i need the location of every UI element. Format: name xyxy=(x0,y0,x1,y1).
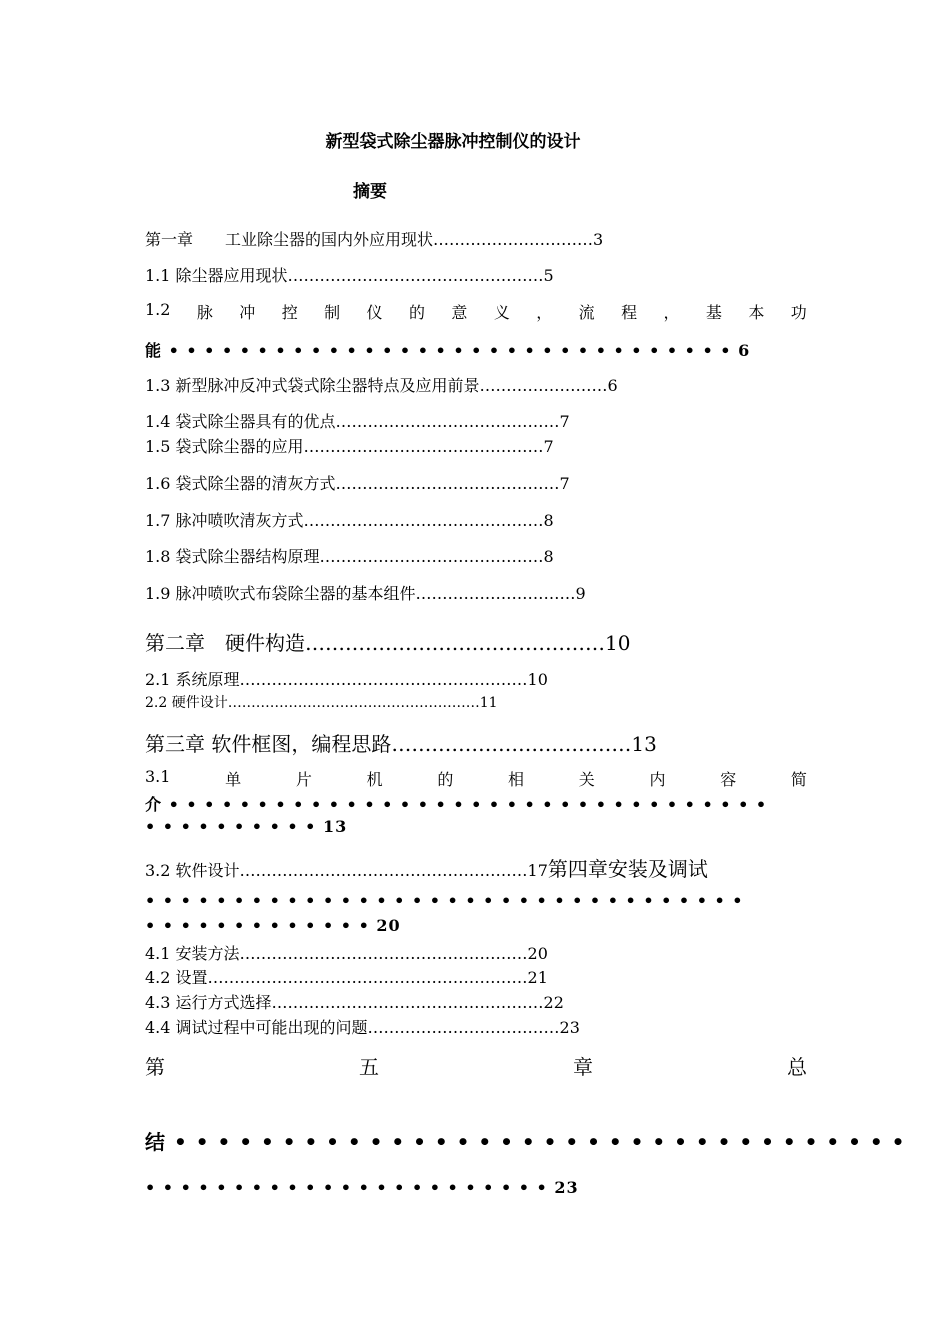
toc-char: 3.1 xyxy=(145,767,171,786)
toc-char: 功 xyxy=(790,303,807,322)
toc-char: 片 xyxy=(295,770,312,789)
toc-section-1-7: 1.7 脉冲喷吹清灰方式………………………………………8 xyxy=(145,511,554,530)
toc-section-4-3: 4.3 运行方式选择……………………………………………22 xyxy=(145,993,564,1012)
toc-section-4-1: 4.1 安装方法………………………………………………20 xyxy=(145,944,548,963)
toc-section-3-1 xyxy=(145,767,807,790)
toc-char: 关 xyxy=(578,770,595,789)
toc-section-1-8: 1.8 袋式除尘器结构原理……………………………………8 xyxy=(145,547,554,566)
toc-section-3-2-row xyxy=(145,853,708,882)
toc-char: 简 xyxy=(790,770,807,789)
toc-char: 控 xyxy=(281,303,298,322)
abstract-heading: 摘要 xyxy=(353,182,387,202)
toc-chapter-3: 第三章 软件框图，编程思路………………………………13 xyxy=(145,732,657,756)
toc-char: 机 xyxy=(366,770,383,789)
toc-section-2-1: 2.1 系统原理………………………………………………10 xyxy=(145,670,548,689)
toc-chapter-5-leader-2: • • • • • • • • • • • • • • • • • • • • • • • 23 xyxy=(145,1178,579,1197)
toc-section-1-2-leader: 能 • • • • • • • • • • • • • • • • • • • • • • • • • • • • • • • • 6 xyxy=(145,341,751,360)
toc-section-3-1-leader-2: • • • • • • • • • • 13 xyxy=(145,817,348,836)
toc-section-4-4: 4.4 调试过程中可能出现的问题………………………………23 xyxy=(145,1018,580,1037)
toc-chapter-4-leader-1: • • • • • • • • • • • • • • • • • • • • • • • • • • • • • • • • • • xyxy=(145,891,744,910)
toc-char: 1.2 xyxy=(145,300,171,319)
toc-char: 的 xyxy=(437,770,454,789)
toc-section-3-2: 3.2 软件设计………………………………………………17 xyxy=(145,861,548,880)
toc-section-1-1: 1.1 除尘器应用现状…………………………………………5 xyxy=(145,266,554,285)
toc-chapter-4-leader-2: • • • • • • • • • • • • • 20 xyxy=(145,916,401,935)
toc-char: 内 xyxy=(649,770,666,789)
toc-char: 基 xyxy=(705,303,722,322)
toc-char: 制 xyxy=(324,303,341,322)
toc-char: 的 xyxy=(408,303,425,322)
toc-char: 五 xyxy=(359,1055,379,1079)
toc-char: 容 xyxy=(720,770,737,789)
toc-char: 仪 xyxy=(366,303,383,322)
toc-char: 程 xyxy=(621,303,638,322)
toc-char: 脉 xyxy=(196,303,213,322)
toc-char: 冲 xyxy=(239,303,256,322)
toc-chapter-4: 第四章安装及调试 xyxy=(547,857,708,881)
toc-char: 流 xyxy=(578,303,595,322)
toc-section-1-5: 1.5 袋式除尘器的应用………………………………………7 xyxy=(145,437,554,456)
toc-char: 本 xyxy=(748,303,765,322)
toc-section-1-2 xyxy=(145,300,807,323)
toc-char: 相 xyxy=(508,770,525,789)
toc-char: ， xyxy=(663,303,680,322)
toc-char: 章 xyxy=(573,1055,593,1079)
toc-chapter-2: 第二章 硬件构造………………………………………10 xyxy=(145,631,631,655)
toc-section-2-2: 2.2 硬件设计………………………………………………11 xyxy=(145,695,498,711)
toc-chapter-1: 第一章 工业除尘器的国内外应用现状…………………………3 xyxy=(145,230,604,249)
toc-section-3-1-leader-1: 介 • • • • • • • • • • • • • • • • • • • • • • • • • • • • • • • • • • xyxy=(145,795,768,814)
toc-chapter-5 xyxy=(145,1051,807,1080)
toc-char: 第 xyxy=(145,1055,165,1079)
toc-char: ， xyxy=(536,303,553,322)
toc-char: 义 xyxy=(493,303,510,322)
toc-char: 意 xyxy=(451,303,468,322)
toc-chapter-5-leader-1: 结 • • • • • • • • • • • • • • • • • • • • • • • • • • • • • • • • • • xyxy=(145,1130,906,1154)
toc-section-4-2: 4.2 设置……………………………………………………21 xyxy=(145,968,548,987)
toc-section-1-6: 1.6 袋式除尘器的清灰方式……………………………………7 xyxy=(145,474,570,493)
toc-char: 总 xyxy=(787,1055,807,1079)
toc-char: 单 xyxy=(225,770,242,789)
toc-section-1-4: 1.4 袋式除尘器具有的优点……………………………………7 xyxy=(145,412,570,431)
toc-section-1-9: 1.9 脉冲喷吹式布袋除尘器的基本组件…………………………9 xyxy=(145,584,586,603)
document-title: 新型袋式除尘器脉冲控制仪的设计 xyxy=(325,132,581,152)
toc-section-1-3: 1.3 新型脉冲反冲式袋式除尘器特点及应用前景……………………6 xyxy=(145,376,618,395)
